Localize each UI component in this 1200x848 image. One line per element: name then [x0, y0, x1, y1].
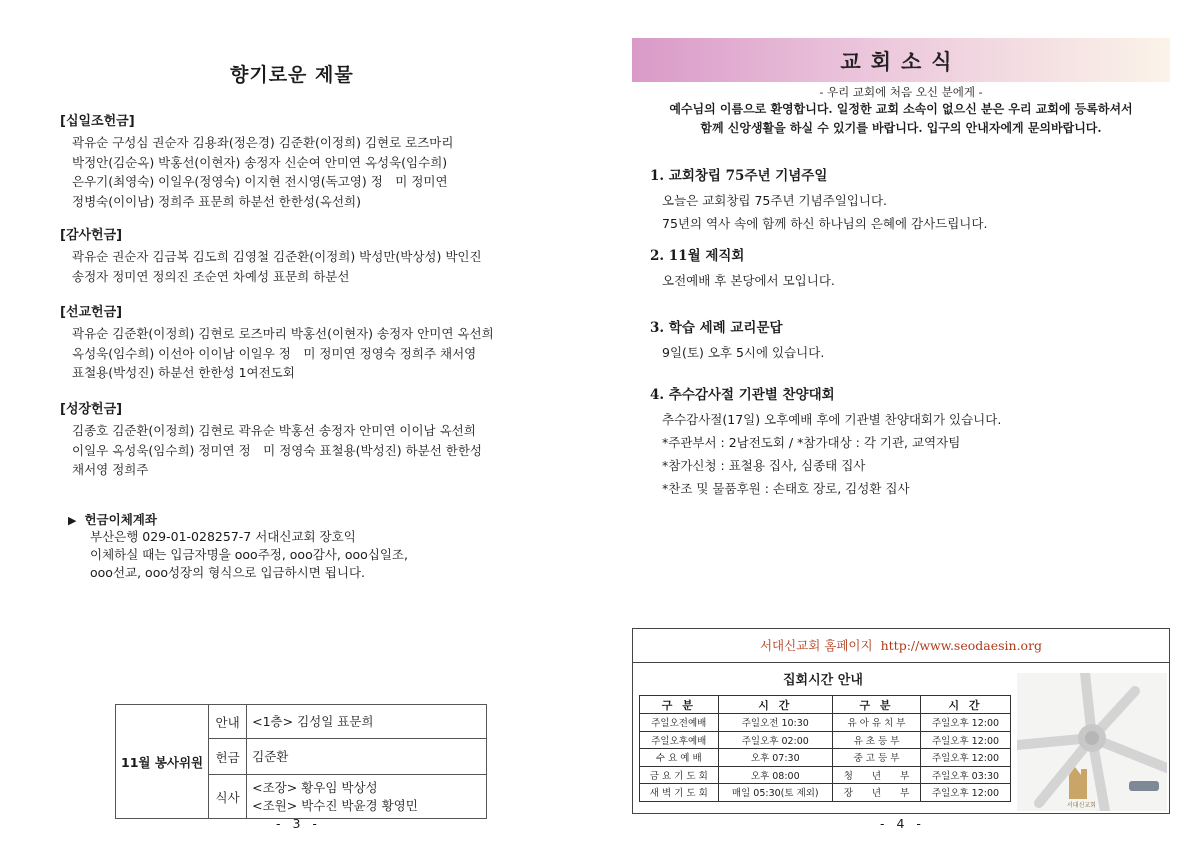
offering-heading: [성장헌금] [60, 402, 123, 417]
banner-title: 교회소식 [840, 50, 962, 74]
donor-line: 박정안(김순옥) 박홍선(이현자) 송정자 신순여 안미연 옥성욱(임수희) [72, 154, 448, 170]
table-row: 주일오후예배 주일오후 02:00 유 초 등 부 주일오후 12:00 [640, 731, 1011, 749]
news-line: 오늘은 교회창립 75주년 기념주일입니다. [662, 193, 887, 208]
welcome-heading: - 우리 교회에 처음 오신 분에게 - [819, 85, 983, 99]
triangle-bullet-icon: ▶ [68, 514, 77, 527]
news-heading: 4. 추수감사절 기관별 찬양대회 [650, 387, 835, 403]
schedule-header: 구 분 [833, 696, 921, 714]
donor-line: 김종호 김준환(이정희) 김현로 곽유순 박홍선 송정자 안미연 이이남 옥선희 [72, 423, 476, 438]
news-item [650, 316, 1170, 364]
donor-line: 옥성욱(임수희) 이선아 이이남 이일우 정 미 정미연 정영숙 정희주 채서영 [72, 345, 477, 361]
duty-category: 헌금 [209, 739, 247, 775]
offering-heading: [감사헌금] [60, 228, 123, 243]
news-line: 9일(토) 오후 5시에 있습니다. [662, 345, 825, 360]
welcome-line: 예수님의 이름으로 환영합니다. 일정한 교회 소속이 없으신 분은 우리 교회에 등록하셔서 [669, 102, 1133, 116]
map-church-label: 서대신교회 [1067, 802, 1096, 809]
news-item [650, 164, 1170, 235]
donor-line: 이일우 옥성욱(임수희) 정미연 정 미 정영숙 표철용(박성진) 하분선 한한성 [72, 442, 482, 458]
schedule-header: 구 분 [640, 696, 719, 714]
duty-members: 김준환 [247, 739, 487, 775]
schedule-header: 시 간 [718, 696, 832, 714]
bank-account-info [68, 510, 408, 582]
news-heading: 1. 교회창립 75주년 기념주일 [650, 168, 828, 184]
donor-line: 채서영 정희주 [72, 462, 149, 477]
account-heading: 헌금이체계좌 [84, 512, 157, 527]
news-item [650, 383, 1170, 500]
service-schedule-table [639, 695, 1011, 802]
church-location-map [1017, 673, 1167, 811]
offering-section-mission [60, 301, 540, 383]
table-row: 주일오전예배 주일오전 10:30 유 아 유 치 부 주일오후 12:00 [640, 714, 1011, 732]
news-line: *주관부서 : 2남전도회 / *참가대상 : 각 기관, 교역자팀 [662, 435, 961, 450]
duty-category: 식사 [209, 775, 247, 819]
news-line: 추수감사절(17일) 오후예배 후에 기관별 찬양대회가 있습니다. [662, 412, 1002, 427]
church-info-box [632, 628, 1170, 814]
page-number: - 4 - [880, 816, 925, 831]
table-row: 수 요 예 배 오후 07:30 중 고 등 부 주일오후 12:00 [640, 749, 1011, 767]
offering-section-tithe [60, 110, 540, 211]
committee-name: 11월 봉사위원 [116, 705, 209, 819]
page-number: - 3 - [276, 816, 321, 831]
schedule-title: 집회시간 안내 [783, 673, 863, 688]
church-news-banner [632, 38, 1170, 82]
church-building-icon [1069, 767, 1087, 799]
news-item [650, 244, 1170, 292]
homepage-link[interactable]: http://www.seodaesin.org [880, 638, 1043, 653]
offering-section-thanks [60, 224, 540, 286]
offering-heading: [선교헌금] [60, 305, 123, 320]
offering-section-growth [60, 398, 540, 480]
schedule-header: 시 간 [921, 696, 1011, 714]
page-title: 향기로운 제물 [230, 64, 354, 86]
service-committee-table [115, 704, 487, 819]
news-line: 75년의 역사 속에 함께 하신 하나님의 은혜에 감사드립니다. [662, 216, 988, 231]
welcome-line: 함께 신앙생활을 하실 수 있기를 바랍니다. 입구의 안내자에게 문의바랍니다. [700, 121, 1102, 135]
donor-line: 표철용(박성진) 하분선 한한성 1여전도회 [72, 365, 295, 380]
account-line: ooo선교, ooo성장의 형식으로 입금하시면 됩니다. [90, 565, 366, 580]
duty-category: 안내 [209, 705, 247, 739]
news-line: 오전예배 후 본당에서 모입니다. [662, 273, 835, 288]
welcome-message [632, 84, 1170, 138]
account-line: 부산은행 029-01-028257-7 서대신교회 장호익 [90, 529, 356, 544]
donor-line: 은우기(최영숙) 이일우(정영숙) 이지현 전시영(독고영) 정 미 정미연 [72, 174, 448, 189]
table-row: 새 벽 기 도 회 매일 05:30(토 제외) 장 년 부 주일오후 12:00 [640, 784, 1011, 802]
donor-line: 곽유순 구성심 권순자 김용좌(정은경) 김준환(이정희) 김현로 로즈마리 [72, 135, 454, 150]
map-rotary-center [1085, 731, 1099, 745]
car-icon [1129, 781, 1159, 791]
homepage-bar [633, 629, 1169, 663]
account-line: 이체하실 때는 입금자명을 ooo주정, ooo감사, ooo십일조, [90, 547, 408, 562]
offering-heading: [십일조헌금] [60, 114, 135, 129]
table-row: 금 요 기 도 회 오후 08:00 청 년 부 주일오후 03:30 [640, 766, 1011, 784]
news-heading: 2. 11월 제직회 [650, 248, 745, 264]
donor-line: 곽유순 권순자 김금복 김도희 김영철 김준환(이정희) 박성만(박상성) 박인진 [72, 249, 482, 264]
news-line: *찬조 및 물품후원 : 손태호 장로, 김성환 집사 [662, 481, 910, 496]
duty-members: <조장> 황우임 박상성 <조원> 박수진 박윤경 황영민 [247, 775, 487, 819]
donor-line: 송정자 정미연 정의진 조순연 차예성 표문희 하분선 [72, 268, 350, 284]
donor-line: 곽유순 김준환(이정희) 김현로 로즈마리 박홍선(이현자) 송정자 안미연 옥선희 [72, 326, 494, 341]
donor-line: 정병숙(이이남) 정희주 표문희 하분선 한한성(옥선희) [72, 193, 361, 209]
news-heading: 3. 학습 세례 교리문답 [650, 320, 783, 336]
duty-members: <1층> 김성일 표문희 [247, 705, 487, 739]
homepage-label: 서대신교회 홈페이지 [759, 638, 873, 653]
news-line: *참가신청 : 표철용 집사, 심종태 집사 [662, 458, 866, 473]
